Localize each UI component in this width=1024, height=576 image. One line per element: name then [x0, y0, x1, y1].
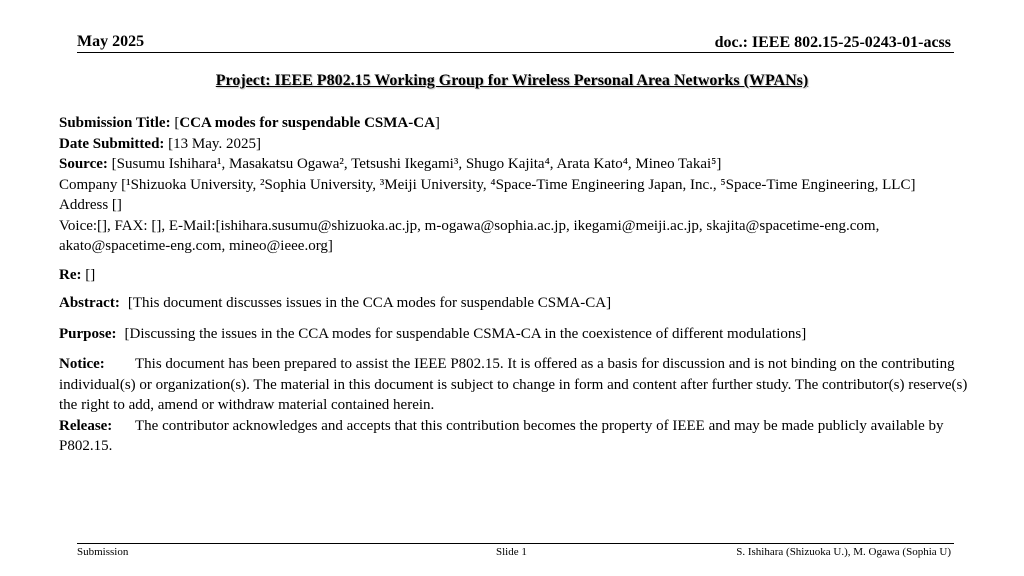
address-line: Address []	[59, 197, 122, 213]
company-line: Company [¹Shizuoka University, ²Sophia University, ³Meiji University, ⁴Space-Time Engineering Japan, Inc., ⁵Space-Time Engineering, LLC]	[59, 176, 916, 193]
abstract-value: [This document discusses issues in the CCA modes for suspendable CSMA-CA]	[127, 295, 612, 311]
header-doc-id: doc.: IEEE 802.15-25-0243-01-acss	[714, 34, 951, 51]
submission-title-close: ]	[434, 115, 440, 131]
notice-value: This document has been prepared to assist the IEEE P802.15. It is offered as a basis for discussion and is not binding on the contributing individual(s) or organization(s). The material in this document is subject to change in form and content after further study. The contributor(s) reserve(s) the right to add, amend or withdraw material contained herein.	[59, 356, 968, 413]
submission-body	[59, 113, 971, 457]
purpose-value: [Discussing the issues in the CCA modes for suspendable CSMA-CA in the coexistence of different modulations]	[124, 325, 807, 342]
release-value: The contributor acknowledges and accepts that this contribution becomes the property of IEEE and may be made publicly available by P802.15.	[59, 417, 944, 454]
submission-title-open: [	[174, 115, 180, 131]
submission-title-value: CCA modes for suspendable CSMA-CA	[179, 115, 435, 131]
re-line	[59, 265, 971, 286]
date-submitted-label: Date Submitted:	[59, 135, 165, 152]
project-title: Project: IEEE P802.15 Working Group for Wireless Personal Area Networks (WPANs)	[215, 72, 809, 89]
contact-line: Voice:[], FAX: [], E-Mail:[ishihara.susumu@shizuoka.ac.jp, m-ogawa@sophia.ac.jp, ikegami@meiji.ac.jp, skajita@spacetime-eng.com, akato@spacetime-eng.com, mineo@ieee.org]	[59, 217, 880, 254]
header-date: May 2025	[77, 33, 145, 50]
purpose-line	[59, 324, 971, 345]
date-submitted-value: [13 May. 2025]	[168, 135, 261, 152]
header-divider	[77, 52, 954, 53]
re-label: Re:	[59, 266, 82, 283]
abstract-line	[59, 293, 971, 314]
footer-authors: S. Ishihara (Shizuoka U.), M. Ogawa (Sophia U)	[736, 546, 951, 558]
footer-submission: Submission	[77, 546, 129, 558]
purpose-label: Purpose:	[59, 325, 117, 342]
source-label: Source:	[59, 156, 108, 172]
footer-divider	[77, 543, 954, 544]
source-line	[59, 154, 971, 175]
source-value: [Susumu Ishihara¹, Masakatsu Ogawa², Tetsushi Ikegami³, Shugo Kajita⁴, Arata Kato⁴, Mineo Takai⁵]	[111, 156, 722, 172]
re-value: []	[85, 266, 96, 283]
submission-title-line	[59, 113, 971, 134]
abstract-label: Abstract:	[59, 295, 120, 311]
release-line	[59, 416, 971, 457]
notice-line	[59, 354, 971, 416]
footer-slide-number: Slide 1	[496, 546, 527, 558]
submission-title-label: Submission Title:	[59, 115, 171, 131]
notice-label: Notice:	[59, 356, 105, 372]
date-submitted-line	[59, 134, 971, 155]
release-label: Release:	[59, 417, 113, 434]
